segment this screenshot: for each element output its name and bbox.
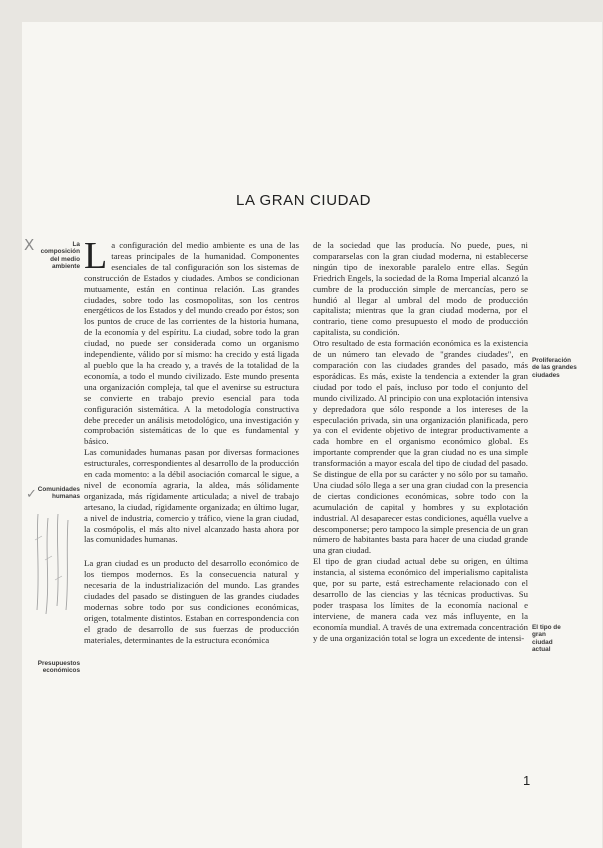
paragraph-roma: de la sociedad que las producía. No puede, pues, ni compararselas con la gran ciudad moderna, ni establecerse ningún tipo de inexorable paralelo entre ellas. Según Friedrich Engels, la sociedad de la Roma Imperial alcanzó la cumbre de la producción simple de mercancías, pero se hundió al llegar al umbral del modo de producción capitalista; mientras que la gran ciudad moderna, por el contrario, tiene como presupuesto el modo de producción capitalista, su condición. bbox=[313, 240, 528, 338]
paragraph-comunidades: Las comunidades humanas pasan por diversas formaciones estructurales, correspondientes al desarrollo de la producción en cada momento: a la débil asociación comarcal le sigue, a nivel de economía agraria, la aldea, más sólidamente organizada, más rígidamente articulada; a nivel de trabajo artesano, la ciudad, rígidamente organizada; en último lugar, a nivel de industria, comercio y tráfico, viene la gran ciudad, la cosmópolis, el más alto nivel alcanzado hasta ahora por las comunidades humanas. bbox=[84, 447, 299, 545]
paragraph-proliferacion: Otro resultado de esta formación económica es la existencia de un número tan elevado de "grandes ciudades", en comparación con las ciudades grandes del pasado, más esporádicas. Es más, existe la tendencia a extender la gran ciudad por todo el país, incluso por todo el conjunto del mundo civilizado. Al principio con una explotación intensiva y depredadora que sólo responde a los intereses de la especulación privada, sin una organización planificada, pero ya con el evidente objetivo de integrar productivamente a cada hombre en el organismo económico global. Es importante comprender que la gran ciudad no es una simple transformación a mayor escala del tipo de ciudad del pasado. Se distingue de ella por su carácter y no sólo por su tamaño. Una ciudad sólo llega a ser una gran ciudad con la presencia de ciertas condiciones económicas, sobre todo con la acumulación de capital y hombres y su explotación industrial. Al desaparecer estas condiciones, aquélla vuelve a descomponerse; pero tampoco la simple presencia de un gran número de habitantes basta para hacer de una ciudad grande una gran ciudad. bbox=[313, 338, 528, 556]
paragraph-composicion bbox=[84, 235, 299, 447]
sidenote-composicion: La composición del medio ambiente bbox=[40, 241, 80, 271]
sidenote-tipo: El tipo de gran ciudad actual bbox=[532, 624, 561, 654]
drop-cap: L bbox=[84, 235, 108, 277]
paragraph-tipo: El tipo de gran ciudad actual debe su origen, en última instancia, al sistema económico del imperialismo capitalista que, por su parte, está estrechamente relacionado con el desarrollo de las ciencias y las técnicas productivas. Su poder traspasa los límites de la economía nacional e interviene, de manera cada vez más influyente, en la economía mundial. A través de una extremada concentración y de una organización total se logra un excedente de intensi- bbox=[313, 556, 528, 643]
page-number: 1 bbox=[523, 773, 531, 788]
pencil-check-mark: ✓ bbox=[26, 487, 37, 502]
pencil-x-mark: X bbox=[24, 236, 35, 254]
handwritten-margin-note bbox=[30, 510, 74, 620]
paragraph-text: a configuración del medio ambiente es una de las tareas principales de la humanidad. Componentes esenciales de tal configuración son los sistemas de construcción de Estados y ciudades. Ambos se condicionan mutuamente, están en continua relación. Las grandes ciudades, sobre todo las cosmopolitas, son los centros energéticos de los Estados y del mundo creado por éstos; son los puntos de cruce de las corrientes de la historia humana, de la economía y del espíritu. La ciudad, sobre todo la gran ciudad, no puede ser considerada como un organismo independiente, válido por sí mismo: ha crecido y está ligada al pueblo que la ha creado y, a través de la totalidad de la economía, a todo el mundo civilizado. Este mundo presenta una organización compleja, tal que el avenirse su estructura se convierte en trabajo previo esencial para toda configuración sistemática. A la metodología constructiva debe preceder un análisis metodológico, una investigación y comprobación sistemáticas de lo que es fundamental y básico. bbox=[84, 240, 299, 447]
body-column-left bbox=[84, 235, 299, 646]
sidenote-comunidades: Comunidades humanas bbox=[37, 486, 80, 501]
sidenote-proliferacion: Proliferación de las grandes ciudades bbox=[532, 357, 577, 379]
sidenote-presupuestos: Presupuestos económicos bbox=[37, 660, 80, 675]
paragraph-presupuestos: La gran ciudad es un producto del desarrollo económico de los tiempos modernos. Es la consecuencia natural y necesaria de la industrialización del mundo. Las grandes ciudades del pasado se distinguen de las grandes ciudades modernas sobre todo por sus condiciones económicas, origen, totalmente distintos. Estaban en correspondencia con el grado de desarrollo de sus fuerzas de producción materiales, determinantes de la estructura económica bbox=[84, 558, 299, 645]
body-column-right bbox=[313, 240, 528, 644]
page-title: LA GRAN CIUDAD bbox=[236, 192, 372, 209]
